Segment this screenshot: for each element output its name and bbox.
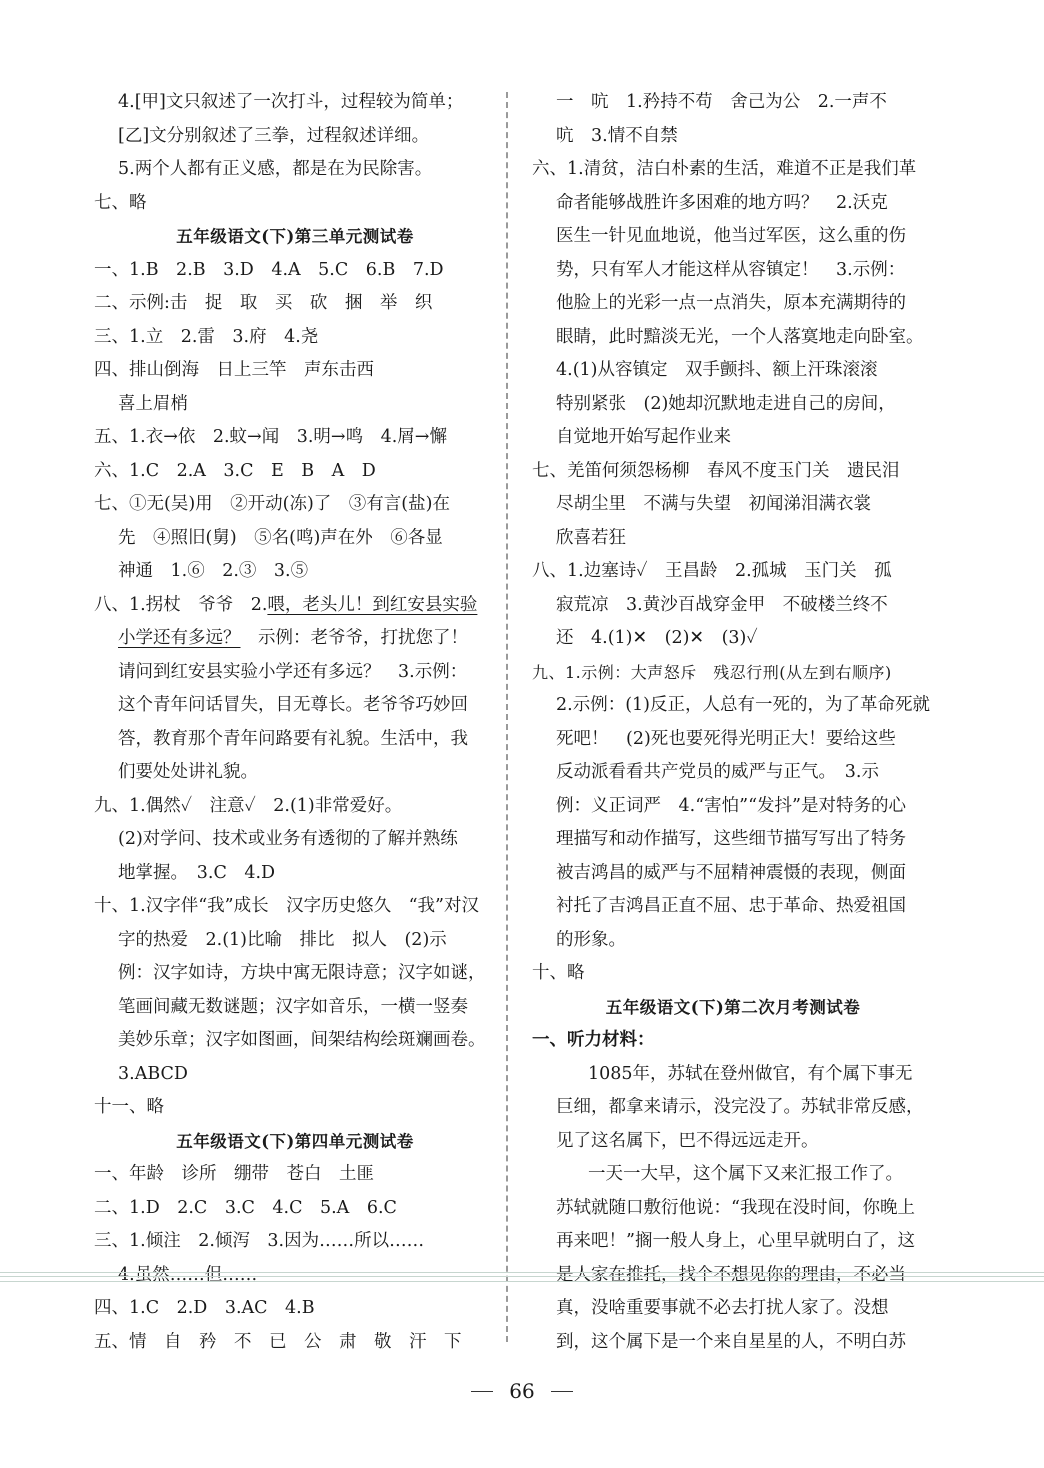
answer-line: 五、情 自 矜 不 已 公 肃 敬 汗 下 (94, 1331, 462, 1352)
answer-line: 自觉地开始写起作业来 (556, 427, 731, 447)
footer-dash-right (551, 1391, 573, 1392)
section-title: 五年级语文(下)第二次月考测试卷 (605, 997, 861, 1017)
answer-line: 答，教育那个青年问路要有礼貌。生活中，我 (118, 728, 468, 749)
left-column (90, 86, 500, 1359)
answer-line: (2)对学问、技术或业务有透彻的了解并熟练 (118, 829, 458, 849)
underlined-text: 喂，老头儿！到红安县实验 (267, 594, 478, 615)
answer-line: 巨细，都拿来请示，没完没了。苏轼非常反感， (556, 1097, 924, 1117)
answer-line: 七、略 (94, 192, 147, 213)
answer-line (90, 622, 500, 656)
answer-line: 还 4.(1)✕ (2)✕ (3)✓ (556, 628, 758, 648)
answer-line: 4.(1)从容镇定 双手颤抖、额上汗珠滚滚 (556, 360, 878, 380)
answer-line: 美妙乐章；汉字如图画，间架结构绘斑斓画卷。 (118, 1030, 486, 1050)
answer-line: 十、略 (532, 963, 585, 983)
answer-line: 二、示例:击 捉 取 买 砍 捆 举 织 (94, 293, 433, 313)
answer-line: 命者能够战胜许多困难的地方吗？ 2.沃克 (556, 192, 888, 213)
answer-line: 1085年，苏轼在登州做官，有个属下事无 (588, 1063, 913, 1084)
answer-line: 例：汉字如诗，方块中寓无限诗意；汉字如谜， (118, 963, 486, 983)
answer-line: 八、1.边塞诗✓ 王昌龄 2.孤城 玉门关 孤 (532, 561, 892, 581)
answer-line: 地掌握。 3.C 4.D (118, 862, 276, 883)
answer-line: 请问到红安县实验小学还有多远？ 3.示例： (118, 661, 468, 682)
answer-line: 一、听力材料： (532, 1030, 655, 1050)
answer-line: 尽胡尘里 不满与失望 初闻涕泪满衣裳 (556, 494, 871, 514)
column-divider (506, 92, 508, 1342)
answer-line: 七、羌笛何须怨杨柳 春风不度玉门关 遗民泪 (532, 460, 900, 481)
answer-line: 死吧！ (2)死也要死得光明正大！要给这些 (556, 728, 896, 749)
scan-artifact-line (0, 1281, 1044, 1282)
answer-line: 是人家在推托，找个不想见你的理由，不必当 (556, 1264, 906, 1285)
answer-line: 特别紧张 (2)她却沉默地走进自己的房间， (556, 393, 896, 414)
answer-line: 十、1.汉字伴“我”成长 汉字历史悠久 “我”对汉 (94, 896, 479, 916)
answer-line: 三、1.倾注 2.倾泻 3.因为……所以…… (94, 1231, 425, 1251)
answer-line: 吭 3.情不自禁 (556, 125, 678, 146)
answer-line: 字的热爱 2.(1)比喻 排比 拟人 (2)示 (118, 929, 447, 950)
answer-line: 喜上眉梢 (118, 393, 188, 414)
scan-artifact-line (0, 1272, 1044, 1273)
answer-line: 九、1.示例：大声怒斥 残忍行刑(从左到右顺序) (532, 662, 892, 682)
footer-dash-left (471, 1391, 493, 1392)
answer-line: 5.两个人都有正义感，都是在为民除害。 (118, 159, 433, 179)
answer-line: 笔画间藏无数谜题；汉字如音乐，一横一竖奏 (118, 996, 468, 1017)
answer-line: 见了这名属下，巴不得远远走开。 (556, 1130, 819, 1151)
answer-line: 七、①无(吴)用 ②开动(冻)了 ③有言(盐)在 (94, 494, 450, 514)
answer-line: 再来吧！”搁一般人身上，心里早就明白了，这 (556, 1231, 915, 1251)
page-number: 66 (509, 1379, 535, 1403)
answer-line: 衬托了吉鸿昌正直不屈、忠于革命、热爱祖国 (556, 896, 906, 916)
answer-line (90, 589, 500, 623)
answer-line: 4.[甲]文只叙述了一次打斗，过程较为简单； (118, 92, 464, 112)
answer-line: 先 ④照旧(舅) ⑤名(鸣)声在外 ⑥各显 (118, 527, 443, 548)
answer-line: 势，只有军人才能这样从容镇定！ 3.示例： (556, 259, 906, 280)
answer-line: 四、排山倒海 日上三竿 声东击西 (94, 360, 374, 380)
answer-line: 真，没啥重要事就不必去打扰人家了。没想 (556, 1298, 889, 1318)
answer-line: 苏轼就随口敷衍他说：“我现在没时间，你晚上 (556, 1197, 915, 1218)
answer-line: 2.示例：(1)反正，人总有一死的，为了革命死就 (556, 695, 930, 715)
answer-line: 九、1.偶然✓ 注意✓ 2.(1)非常爱好。 (94, 795, 403, 816)
answer-line: 理描写和动作描写，这些细节描写写出了特务 (556, 829, 906, 849)
answer-line: 神通 1.⑥ 2.③ 3.⑤ (118, 561, 309, 581)
answer-line: 五、1.衣→依 2.蚊→闻 3.明→鸣 4.屑→懈 (94, 427, 447, 447)
answer-text: 示例：老爷爷，打扰您了！ (240, 628, 468, 648)
answer-line: 三、1.立 2.雷 3.府 4.尧 (94, 326, 319, 347)
answer-line: 一 吭 1.矜持不苟 舍己为公 2.一声不 (556, 92, 887, 112)
answer-line: 3.ABCD (118, 1063, 188, 1084)
answer-line: 六、1.C 2.A 3.C E B A D (94, 460, 376, 481)
answer-line: 们要处处讲礼貌。 (118, 762, 258, 782)
scan-artifact-line (0, 1276, 1044, 1277)
answer-line: 这个青年问话冒失，目无尊长。老爷爷巧妙回 (118, 695, 468, 715)
answer-line: 四、1.C 2.D 3.AC 4.B (94, 1298, 315, 1318)
underlined-text: 小学还有多远？ (118, 628, 241, 648)
answer-line: 例：义正词严 4.“害怕”“发抖”是对特务的心 (556, 795, 906, 816)
answer-line: 的形象。 (556, 929, 626, 950)
right-column (528, 86, 938, 1359)
answer-line: 寂荒凉 3.黄沙百战穿金甲 不破楼兰终不 (556, 594, 888, 615)
answer-line: 被吉鸿昌的威严与不屈精神震慑的表现，侧面 (556, 862, 906, 883)
answer-line: 六、1.清贫，洁白朴素的生活，难道不正是我们革 (532, 159, 917, 179)
answer-line: 欣喜若狂 (556, 527, 626, 548)
answer-line: 他脸上的光彩一点一点消失，原本充满期待的 (556, 293, 906, 313)
answer-line: 二、1.D 2.C 3.C 4.C 5.A 6.C (94, 1197, 397, 1218)
answer-text: 八、1.拐杖 爷爷 2. (94, 594, 268, 615)
answer-line: 4.虽然……但…… (118, 1264, 258, 1285)
answer-line: 十一、略 (94, 1097, 164, 1117)
answer-line: 反动派看看共产党员的威严与正气。 3.示 (556, 762, 879, 782)
answer-line: 到，这个属下是一个来自星星的人，不明白苏 (556, 1331, 906, 1352)
section-title: 五年级语文(下)第三单元测试卷 (176, 227, 414, 246)
page-footer (0, 1376, 1044, 1406)
answer-line: 医生一针见血地说，他当过军医，这么重的伤 (556, 226, 906, 246)
answer-line: 一、年龄 诊所 绷带 苍白 土匪 (94, 1164, 374, 1184)
section-title: 五年级语文(下)第四单元测试卷 (176, 1131, 414, 1151)
answer-line: [乙]文分别叙述了三拳，过程叙述详细。 (118, 125, 430, 146)
answer-line: 一天一大早，这个属下又来汇报工作了。 (588, 1164, 903, 1184)
answer-line: 眼睛，此时黯淡无光，一个人落寞地走向卧室。 (556, 326, 924, 347)
answer-line: 一、1.B 2.B 3.D 4.A 5.C 6.B 7.D (94, 259, 444, 280)
